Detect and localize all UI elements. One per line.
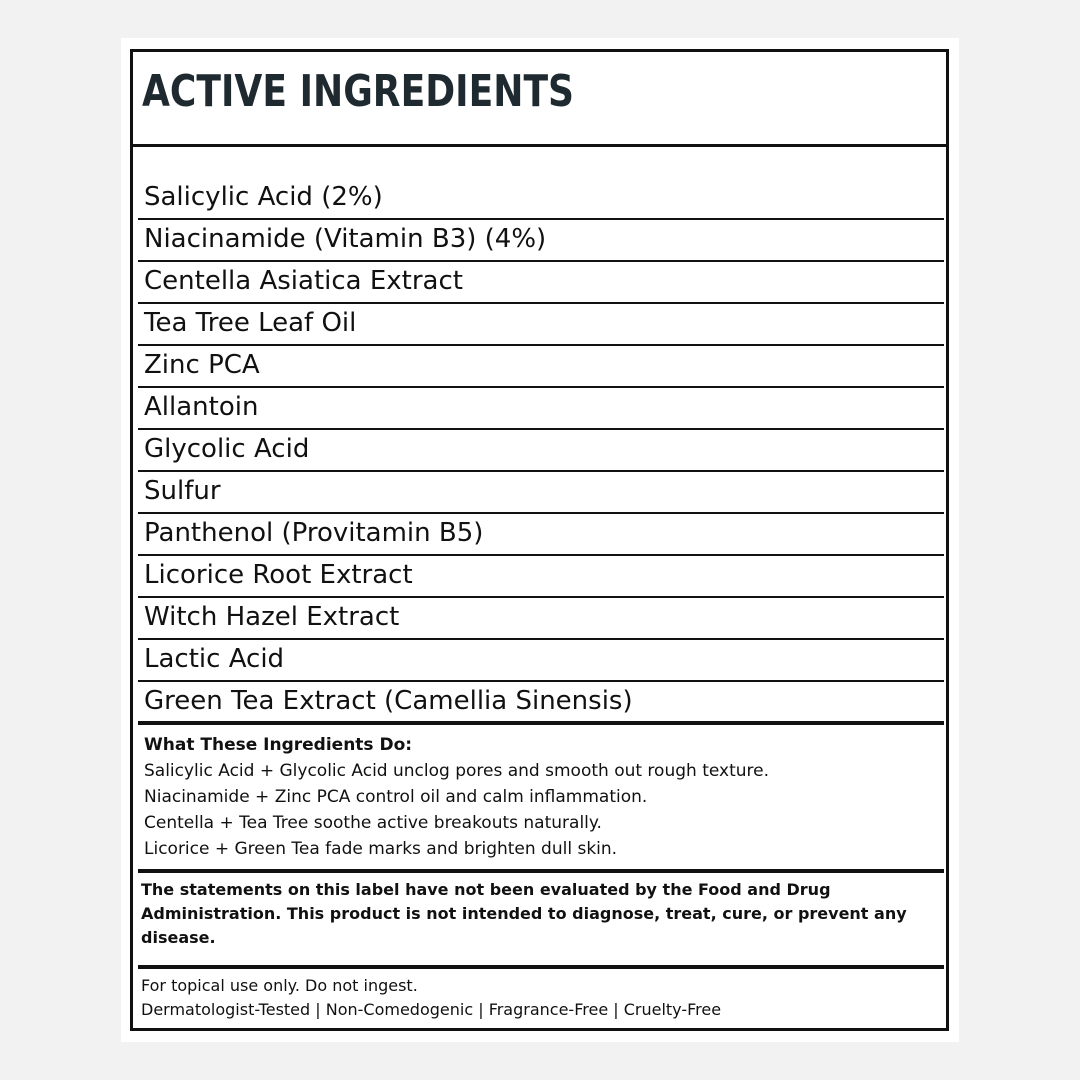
section-divider (138, 869, 944, 873)
usage-note: For topical use only. Do not ingest. (141, 976, 418, 995)
ingredient-item: Sulfur (138, 472, 944, 514)
ingredient-benefits (144, 732, 934, 862)
section-divider (138, 721, 944, 725)
ingredient-item: Green Tea Extract (Camellia Sinensis) (144, 686, 633, 716)
ingredient-item: Salicylic Acid (2%) (138, 178, 944, 220)
benefits-heading: What These Ingredients Do: (144, 735, 413, 755)
benefit-line: Centella + Tea Tree soothe active breakouts naturally. (144, 813, 602, 833)
ingredient-item: Tea Tree Leaf Oil (138, 304, 944, 346)
product-claims: Dermatologist-Tested | Non-Comedogenic | Fragrance-Free | Cruelty-Free (141, 1000, 722, 1019)
ingredient-item: Glycolic Acid (138, 430, 944, 472)
benefit-line: Niacinamide + Zinc PCA control oil and calm inflammation. (144, 787, 648, 807)
label-footer (141, 974, 936, 1022)
title-divider (133, 144, 946, 147)
ingredient-item: Zinc PCA (138, 346, 944, 388)
label-title: ACTIVE INGREDIENTS (142, 66, 575, 117)
ingredient-item: Licorice Root Extract (138, 556, 944, 598)
ingredient-item: Panthenol (Provitamin B5) (138, 514, 944, 556)
ingredient-item: Allantoin (138, 388, 944, 430)
ingredient-item: Niacinamide (Vitamin B3) (4%) (138, 220, 944, 262)
ingredient-item: Centella Asiatica Extract (138, 262, 944, 304)
benefit-line: Salicylic Acid + Glycolic Acid unclog pores and smooth out rough texture. (144, 761, 769, 781)
ingredient-item: Witch Hazel Extract (138, 598, 944, 640)
benefit-line: Licorice + Green Tea fade marks and brighten dull skin. (144, 839, 618, 859)
ingredient-item: Lactic Acid (138, 640, 944, 682)
section-divider (138, 965, 944, 969)
fda-disclaimer: The statements on this label have not been evaluated by the Food and Drug Administration. This product is not intended to diagnose, treat, cure, or prevent any disease. (141, 880, 907, 947)
ingredient-list (138, 178, 944, 722)
ingredient-label (130, 49, 949, 1031)
